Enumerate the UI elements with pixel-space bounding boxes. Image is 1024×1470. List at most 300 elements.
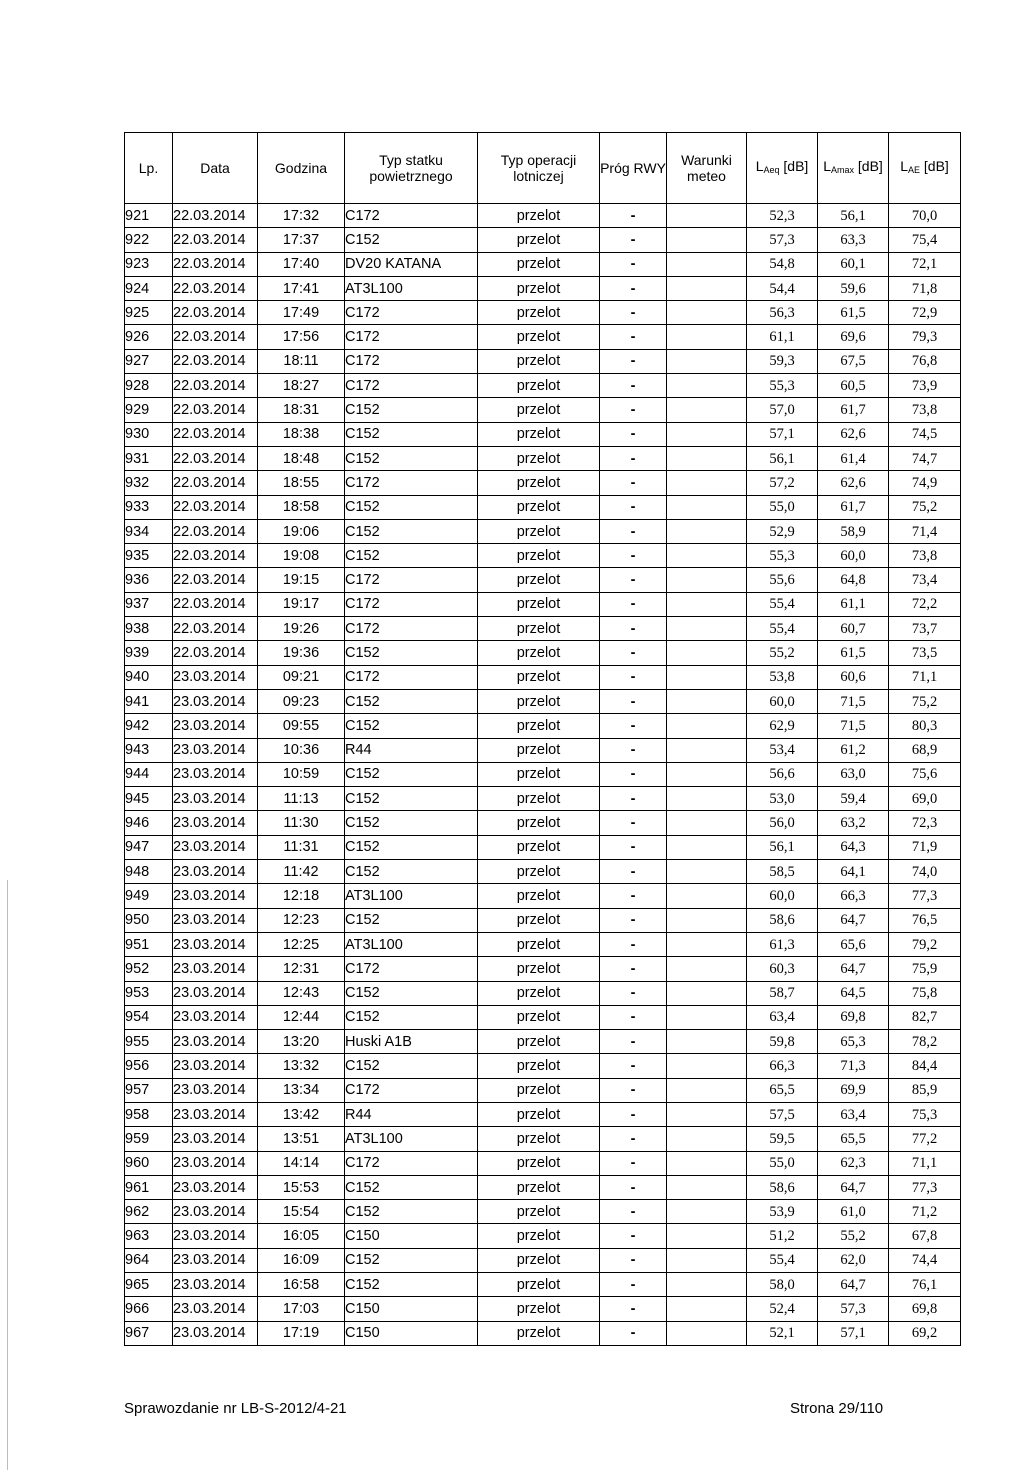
cell-lae: 78,2	[889, 1030, 961, 1054]
cell-prog-rwy: -	[600, 1273, 667, 1297]
cell-warunki-meteo	[667, 884, 747, 908]
table-row	[125, 1248, 961, 1272]
cell-lp: 929	[125, 398, 173, 422]
table-row	[125, 325, 961, 349]
cell-lp: 945	[125, 787, 173, 811]
table-row	[125, 1297, 961, 1321]
cell-laeq: 59,8	[747, 1030, 818, 1054]
cell-godzina: 19:08	[258, 544, 345, 568]
cell-lp: 966	[125, 1297, 173, 1321]
cell-lp: 957	[125, 1078, 173, 1102]
cell-data: 23.03.2014	[173, 1175, 258, 1199]
cell-warunki-meteo	[667, 519, 747, 543]
cell-lp: 961	[125, 1175, 173, 1199]
cell-typ-statku: C152	[345, 446, 478, 470]
table-row	[125, 714, 961, 738]
cell-typ-operacji: przelot	[478, 422, 600, 446]
cell-warunki-meteo	[667, 957, 747, 981]
cell-data: 23.03.2014	[173, 1297, 258, 1321]
cell-typ-statku: C152	[345, 835, 478, 859]
cell-godzina: 13:34	[258, 1078, 345, 1102]
cell-typ-operacji: przelot	[478, 252, 600, 276]
cell-typ-operacji: przelot	[478, 471, 600, 495]
cell-warunki-meteo	[667, 714, 747, 738]
cell-godzina: 17:49	[258, 301, 345, 325]
cell-prog-rwy: -	[600, 544, 667, 568]
cell-godzina: 13:42	[258, 1102, 345, 1126]
table-row	[125, 1078, 961, 1102]
flight-noise-table	[124, 132, 961, 1346]
cell-typ-operacji: przelot	[478, 641, 600, 665]
cell-warunki-meteo	[667, 349, 747, 373]
cell-typ-operacji: przelot	[478, 714, 600, 738]
cell-laeq: 61,3	[747, 932, 818, 956]
cell-warunki-meteo	[667, 592, 747, 616]
cell-typ-operacji: przelot	[478, 665, 600, 689]
cell-prog-rwy: -	[600, 1102, 667, 1126]
cell-prog-rwy: -	[600, 398, 667, 422]
cell-data: 23.03.2014	[173, 1127, 258, 1151]
cell-data: 23.03.2014	[173, 1273, 258, 1297]
cell-prog-rwy: -	[600, 1078, 667, 1102]
cell-lamax: 60,7	[818, 617, 889, 641]
cell-typ-statku: C152	[345, 398, 478, 422]
cell-warunki-meteo	[667, 1102, 747, 1126]
cell-lp: 944	[125, 762, 173, 786]
cell-typ-operacji: przelot	[478, 1030, 600, 1054]
cell-godzina: 11:13	[258, 787, 345, 811]
table-row	[125, 1321, 961, 1345]
cell-prog-rwy: -	[600, 1321, 667, 1345]
cell-lae: 71,8	[889, 276, 961, 300]
cell-typ-statku: C152	[345, 228, 478, 252]
table-row	[125, 1102, 961, 1126]
cell-typ-operacji: przelot	[478, 1078, 600, 1102]
header-typ-statku: Typ statku powietrznego	[345, 133, 478, 204]
cell-prog-rwy: -	[600, 568, 667, 592]
cell-typ-operacji: przelot	[478, 568, 600, 592]
cell-warunki-meteo	[667, 665, 747, 689]
cell-prog-rwy: -	[600, 446, 667, 470]
cell-godzina: 18:31	[258, 398, 345, 422]
cell-typ-operacji: przelot	[478, 325, 600, 349]
cell-data: 23.03.2014	[173, 811, 258, 835]
cell-lae: 74,9	[889, 471, 961, 495]
cell-godzina: 13:20	[258, 1030, 345, 1054]
cell-lae: 72,9	[889, 301, 961, 325]
cell-lae: 77,3	[889, 884, 961, 908]
cell-typ-statku: C152	[345, 1248, 478, 1272]
cell-data: 22.03.2014	[173, 374, 258, 398]
cell-lp: 955	[125, 1030, 173, 1054]
cell-typ-operacji: przelot	[478, 1151, 600, 1175]
cell-data: 23.03.2014	[173, 1248, 258, 1272]
table-row	[125, 665, 961, 689]
table-row	[125, 884, 961, 908]
cell-data: 23.03.2014	[173, 957, 258, 981]
cell-typ-statku: AT3L100	[345, 932, 478, 956]
cell-typ-statku: C172	[345, 301, 478, 325]
cell-lamax: 60,6	[818, 665, 889, 689]
cell-laeq: 56,0	[747, 811, 818, 835]
cell-lamax: 62,6	[818, 471, 889, 495]
cell-typ-statku: C152	[345, 689, 478, 713]
cell-warunki-meteo	[667, 787, 747, 811]
cell-typ-operacji: przelot	[478, 811, 600, 835]
cell-data: 23.03.2014	[173, 665, 258, 689]
table-row	[125, 1127, 961, 1151]
cell-warunki-meteo	[667, 762, 747, 786]
cell-data: 23.03.2014	[173, 1321, 258, 1345]
cell-typ-statku: R44	[345, 738, 478, 762]
cell-prog-rwy: -	[600, 1175, 667, 1199]
cell-godzina: 16:05	[258, 1224, 345, 1248]
cell-data: 22.03.2014	[173, 325, 258, 349]
cell-lp: 958	[125, 1102, 173, 1126]
cell-lp: 924	[125, 276, 173, 300]
cell-typ-operacji: przelot	[478, 1054, 600, 1078]
cell-lae: 71,2	[889, 1200, 961, 1224]
cell-typ-operacji: przelot	[478, 1297, 600, 1321]
cell-warunki-meteo	[667, 544, 747, 568]
cell-lp: 921	[125, 204, 173, 228]
header-lamax-unit: [dB]	[857, 158, 883, 174]
cell-laeq: 58,6	[747, 908, 818, 932]
cell-data: 23.03.2014	[173, 762, 258, 786]
cell-typ-statku: C172	[345, 592, 478, 616]
table-row	[125, 860, 961, 884]
cell-godzina: 12:31	[258, 957, 345, 981]
cell-data: 22.03.2014	[173, 301, 258, 325]
cell-lae: 76,1	[889, 1273, 961, 1297]
cell-godzina: 18:58	[258, 495, 345, 519]
cell-typ-statku: C172	[345, 374, 478, 398]
cell-prog-rwy: -	[600, 301, 667, 325]
cell-godzina: 18:38	[258, 422, 345, 446]
cell-warunki-meteo	[667, 1200, 747, 1224]
header-laeq-l: L	[755, 158, 764, 174]
cell-lae: 76,8	[889, 349, 961, 373]
cell-laeq: 53,9	[747, 1200, 818, 1224]
cell-lp: 952	[125, 957, 173, 981]
cell-typ-statku: C152	[345, 787, 478, 811]
cell-prog-rwy: -	[600, 884, 667, 908]
cell-data: 23.03.2014	[173, 1200, 258, 1224]
cell-laeq: 57,3	[747, 228, 818, 252]
cell-lp: 926	[125, 325, 173, 349]
cell-lp: 938	[125, 617, 173, 641]
cell-lamax: 64,7	[818, 1273, 889, 1297]
cell-warunki-meteo	[667, 1151, 747, 1175]
cell-typ-statku: C172	[345, 471, 478, 495]
cell-typ-statku: R44	[345, 1102, 478, 1126]
cell-data: 22.03.2014	[173, 228, 258, 252]
cell-lamax: 63,4	[818, 1102, 889, 1126]
cell-prog-rwy: -	[600, 932, 667, 956]
cell-warunki-meteo	[667, 495, 747, 519]
cell-prog-rwy: -	[600, 1248, 667, 1272]
cell-warunki-meteo	[667, 1224, 747, 1248]
cell-godzina: 19:26	[258, 617, 345, 641]
cell-prog-rwy: -	[600, 617, 667, 641]
cell-warunki-meteo	[667, 1078, 747, 1102]
cell-laeq: 51,2	[747, 1224, 818, 1248]
cell-typ-operacji: przelot	[478, 762, 600, 786]
cell-godzina: 19:06	[258, 519, 345, 543]
cell-warunki-meteo	[667, 932, 747, 956]
cell-lamax: 63,2	[818, 811, 889, 835]
cell-lae: 75,3	[889, 1102, 961, 1126]
cell-warunki-meteo	[667, 1297, 747, 1321]
cell-lamax: 61,5	[818, 641, 889, 665]
cell-typ-statku: C172	[345, 957, 478, 981]
cell-laeq: 55,3	[747, 374, 818, 398]
cell-typ-statku: Huski A1B	[345, 1030, 478, 1054]
cell-warunki-meteo	[667, 446, 747, 470]
cell-laeq: 55,6	[747, 568, 818, 592]
cell-prog-rwy: -	[600, 276, 667, 300]
cell-lamax: 64,7	[818, 908, 889, 932]
cell-lamax: 64,1	[818, 860, 889, 884]
cell-data: 22.03.2014	[173, 349, 258, 373]
cell-prog-rwy: -	[600, 665, 667, 689]
cell-warunki-meteo	[667, 1273, 747, 1297]
cell-prog-rwy: -	[600, 957, 667, 981]
cell-godzina: 17:56	[258, 325, 345, 349]
table-row	[125, 276, 961, 300]
cell-laeq: 56,1	[747, 446, 818, 470]
cell-lamax: 62,0	[818, 1248, 889, 1272]
cell-lae: 79,2	[889, 932, 961, 956]
cell-warunki-meteo	[667, 1005, 747, 1029]
cell-lp: 950	[125, 908, 173, 932]
cell-godzina: 17:32	[258, 204, 345, 228]
cell-lamax: 59,4	[818, 787, 889, 811]
table-row	[125, 981, 961, 1005]
cell-warunki-meteo	[667, 471, 747, 495]
cell-laeq: 52,4	[747, 1297, 818, 1321]
cell-godzina: 18:55	[258, 471, 345, 495]
cell-godzina: 09:21	[258, 665, 345, 689]
cell-prog-rwy: -	[600, 252, 667, 276]
table-row	[125, 568, 961, 592]
cell-warunki-meteo	[667, 1321, 747, 1345]
cell-typ-statku: C172	[345, 325, 478, 349]
cell-warunki-meteo	[667, 811, 747, 835]
cell-typ-statku: C150	[345, 1297, 478, 1321]
cell-laeq: 53,8	[747, 665, 818, 689]
cell-lae: 74,0	[889, 860, 961, 884]
cell-prog-rwy: -	[600, 1005, 667, 1029]
cell-lamax: 64,7	[818, 957, 889, 981]
table-row	[125, 495, 961, 519]
table-row	[125, 204, 961, 228]
cell-laeq: 65,5	[747, 1078, 818, 1102]
cell-godzina: 11:42	[258, 860, 345, 884]
cell-typ-statku: C172	[345, 665, 478, 689]
header-laeq-sub: Aeq	[763, 165, 780, 175]
cell-typ-operacji: przelot	[478, 738, 600, 762]
cell-prog-rwy: -	[600, 1054, 667, 1078]
cell-data: 22.03.2014	[173, 276, 258, 300]
table-header	[125, 133, 961, 204]
cell-data: 22.03.2014	[173, 252, 258, 276]
header-lp: Lp.	[125, 133, 173, 204]
cell-godzina: 12:23	[258, 908, 345, 932]
cell-lamax: 64,8	[818, 568, 889, 592]
cell-laeq: 55,0	[747, 1151, 818, 1175]
table-row	[125, 738, 961, 762]
cell-lae: 77,3	[889, 1175, 961, 1199]
cell-laeq: 56,6	[747, 762, 818, 786]
cell-lp: 939	[125, 641, 173, 665]
cell-godzina: 09:23	[258, 689, 345, 713]
cell-typ-statku: AT3L100	[345, 276, 478, 300]
cell-lae: 74,4	[889, 1248, 961, 1272]
table-row	[125, 374, 961, 398]
cell-prog-rwy: -	[600, 981, 667, 1005]
header-lamax	[818, 133, 889, 204]
cell-lamax: 60,1	[818, 252, 889, 276]
cell-lae: 72,2	[889, 592, 961, 616]
cell-prog-rwy: -	[600, 471, 667, 495]
cell-warunki-meteo	[667, 568, 747, 592]
table-row	[125, 301, 961, 325]
cell-data: 22.03.2014	[173, 204, 258, 228]
cell-lamax: 64,7	[818, 1175, 889, 1199]
cell-prog-rwy: -	[600, 1200, 667, 1224]
cell-typ-statku: C152	[345, 1175, 478, 1199]
table-row	[125, 835, 961, 859]
cell-lae: 75,2	[889, 495, 961, 519]
cell-typ-operacji: przelot	[478, 301, 600, 325]
cell-lamax: 63,0	[818, 762, 889, 786]
cell-laeq: 55,4	[747, 1248, 818, 1272]
cell-typ-statku: C152	[345, 422, 478, 446]
cell-typ-statku: C152	[345, 641, 478, 665]
cell-lamax: 71,3	[818, 1054, 889, 1078]
cell-warunki-meteo	[667, 276, 747, 300]
cell-lamax: 71,5	[818, 714, 889, 738]
cell-typ-statku: C152	[345, 1005, 478, 1029]
cell-lae: 73,5	[889, 641, 961, 665]
cell-lamax: 61,7	[818, 495, 889, 519]
cell-godzina: 12:18	[258, 884, 345, 908]
cell-laeq: 53,4	[747, 738, 818, 762]
cell-typ-statku: C172	[345, 204, 478, 228]
cell-laeq: 60,0	[747, 884, 818, 908]
cell-laeq: 52,3	[747, 204, 818, 228]
cell-data: 23.03.2014	[173, 689, 258, 713]
cell-lae: 68,9	[889, 738, 961, 762]
table-row	[125, 787, 961, 811]
cell-typ-statku: C152	[345, 714, 478, 738]
cell-data: 23.03.2014	[173, 1005, 258, 1029]
cell-data: 22.03.2014	[173, 544, 258, 568]
cell-lae: 70,0	[889, 204, 961, 228]
cell-prog-rwy: -	[600, 592, 667, 616]
cell-lae: 80,3	[889, 714, 961, 738]
cell-typ-operacji: przelot	[478, 228, 600, 252]
cell-prog-rwy: -	[600, 422, 667, 446]
cell-lae: 71,1	[889, 665, 961, 689]
cell-warunki-meteo	[667, 641, 747, 665]
cell-typ-statku: C172	[345, 1151, 478, 1175]
cell-typ-operacji: przelot	[478, 519, 600, 543]
cell-typ-statku: AT3L100	[345, 1127, 478, 1151]
cell-typ-statku: C152	[345, 908, 478, 932]
cell-lae: 71,9	[889, 835, 961, 859]
cell-lamax: 69,8	[818, 1005, 889, 1029]
cell-laeq: 59,3	[747, 349, 818, 373]
cell-lamax: 61,7	[818, 398, 889, 422]
cell-prog-rwy: -	[600, 228, 667, 252]
cell-prog-rwy: -	[600, 762, 667, 786]
cell-lamax: 61,4	[818, 446, 889, 470]
cell-laeq: 62,9	[747, 714, 818, 738]
cell-lp: 925	[125, 301, 173, 325]
cell-lae: 73,9	[889, 374, 961, 398]
cell-data: 22.03.2014	[173, 568, 258, 592]
cell-data: 23.03.2014	[173, 1224, 258, 1248]
table-row	[125, 519, 961, 543]
cell-typ-operacji: przelot	[478, 1224, 600, 1248]
cell-typ-operacji: przelot	[478, 1321, 600, 1345]
cell-typ-operacji: przelot	[478, 1200, 600, 1224]
cell-laeq: 66,3	[747, 1054, 818, 1078]
cell-typ-statku: C152	[345, 811, 478, 835]
cell-prog-rwy: -	[600, 689, 667, 713]
cell-lae: 73,7	[889, 617, 961, 641]
cell-lae: 76,5	[889, 908, 961, 932]
cell-lae: 74,7	[889, 446, 961, 470]
cell-godzina: 15:53	[258, 1175, 345, 1199]
cell-laeq: 58,0	[747, 1273, 818, 1297]
cell-typ-statku: C152	[345, 1273, 478, 1297]
cell-prog-rwy: -	[600, 908, 667, 932]
cell-godzina: 19:15	[258, 568, 345, 592]
cell-typ-statku: C152	[345, 762, 478, 786]
cell-laeq: 61,1	[747, 325, 818, 349]
cell-data: 23.03.2014	[173, 1078, 258, 1102]
cell-typ-operacji: przelot	[478, 908, 600, 932]
cell-typ-operacji: przelot	[478, 374, 600, 398]
cell-warunki-meteo	[667, 1030, 747, 1054]
cell-warunki-meteo	[667, 860, 747, 884]
cell-lp: 943	[125, 738, 173, 762]
cell-laeq: 55,4	[747, 592, 818, 616]
cell-warunki-meteo	[667, 252, 747, 276]
cell-lamax: 63,3	[818, 228, 889, 252]
cell-godzina: 16:58	[258, 1273, 345, 1297]
table-row	[125, 398, 961, 422]
table-row	[125, 422, 961, 446]
scan-edge-line	[7, 880, 8, 1470]
cell-laeq: 58,5	[747, 860, 818, 884]
cell-lp: 949	[125, 884, 173, 908]
cell-typ-statku: C152	[345, 495, 478, 519]
cell-warunki-meteo	[667, 835, 747, 859]
cell-data: 22.03.2014	[173, 617, 258, 641]
cell-lae: 79,3	[889, 325, 961, 349]
cell-lae: 71,4	[889, 519, 961, 543]
cell-data: 23.03.2014	[173, 787, 258, 811]
cell-warunki-meteo	[667, 1054, 747, 1078]
cell-lae: 72,1	[889, 252, 961, 276]
cell-lamax: 65,5	[818, 1127, 889, 1151]
cell-lp: 953	[125, 981, 173, 1005]
cell-laeq: 55,4	[747, 617, 818, 641]
